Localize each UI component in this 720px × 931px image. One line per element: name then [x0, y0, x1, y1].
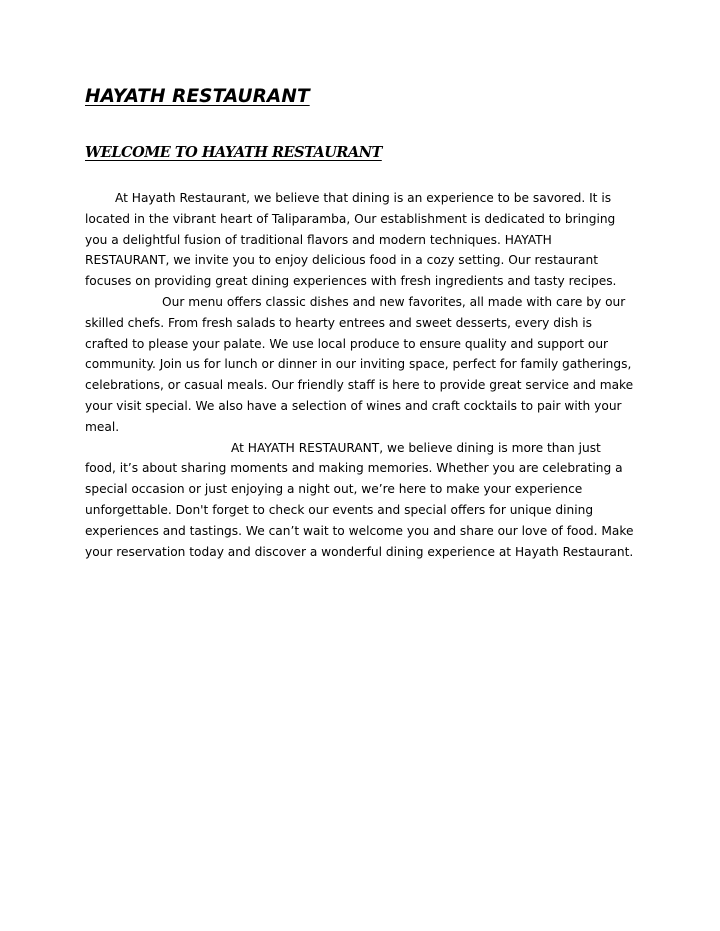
body-line: you a delightful fusion of traditional flavors and modern techniques. HAYATH — [85, 232, 552, 247]
body-line: special occasion or just enjoying a night out, we’re here to make your experience — [85, 482, 583, 497]
body-text — [85, 188, 645, 562]
body-line: focuses on providing great dining experiences with fresh ingredients and tasty recipes. — [85, 274, 617, 289]
body-line: your visit special. We also have a selection of wines and craft cocktails to pair with your — [85, 398, 622, 413]
body-line: unforgettable. Don't forget to check our events and special offers for unique dining — [85, 502, 594, 517]
body-line: Our menu offers classic dishes and new favorites, all made with care by our — [162, 294, 626, 309]
body-line: located in the vibrant heart of Taliparamba, Our establishment is dedicated to bringing — [85, 211, 616, 226]
document-title: HAYATH RESTAURANT — [85, 86, 310, 107]
body-line: crafted to please your palate. We use local produce to ensure quality and support our — [85, 336, 609, 351]
body-line: meal. — [85, 419, 120, 434]
body-line: food, it’s about sharing moments and making memories. Whether you are celebrating a — [85, 461, 623, 476]
body-line: skilled chefs. From fresh salads to hearty entrees and sweet desserts, every dish is — [85, 315, 593, 330]
body-line: RESTAURANT, we invite you to enjoy delicious food in a cozy setting. Our restaurant — [85, 253, 599, 268]
body-line: experiences and tastings. We can’t wait to welcome you and share our love of food. Make — [85, 523, 634, 538]
document-subtitle: WELCOME TO HAYATH RESTAURANT — [85, 144, 382, 161]
body-line: community. Join us for lunch or dinner in our inviting space, perfect for family gatherings, — [85, 357, 632, 372]
body-line: At HAYATH RESTAURANT, we believe dining is more than just — [231, 440, 601, 455]
body-line: At Hayath Restaurant, we believe that dining is an experience to be savored. It is — [115, 191, 612, 205]
body-line: your reservation today and discover a wonderful dining experience at Hayath Restaurant. — [85, 544, 634, 559]
body-line: celebrations, or casual meals. Our friendly staff is here to provide great service and make — [85, 378, 634, 393]
